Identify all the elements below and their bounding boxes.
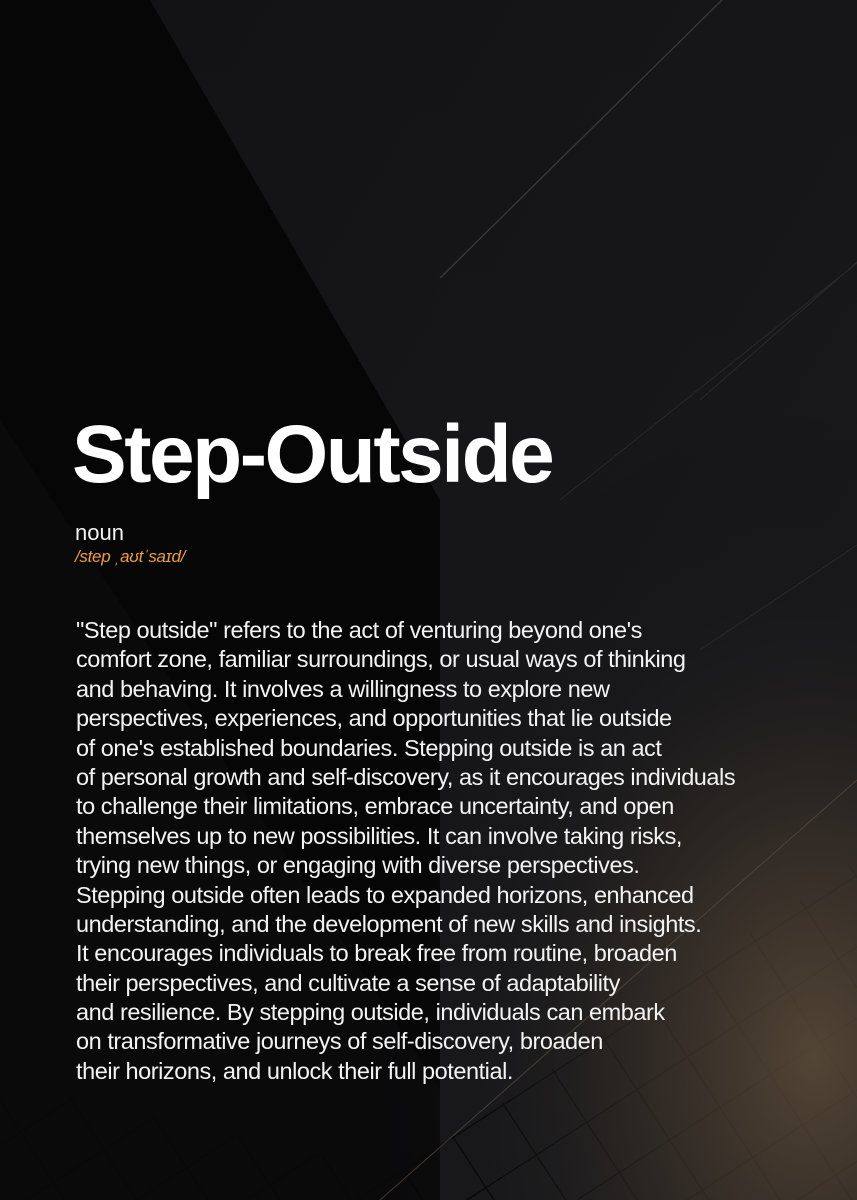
definition-line: understanding, and the development of new skills and insights. [76,910,702,937]
definition-line: Stepping outside often leads to expanded horizons, enhanced [76,881,694,908]
definition-line: and behaving. It involves a willingness to explore new [76,675,610,702]
definition-line: to challenge their limitations, embrace uncertainty, and open [76,793,674,820]
definition-line: on transformative journeys of self-discovery, broaden [76,1028,603,1055]
definition-line: It encourages individuals to break free from routine, broaden [76,940,677,967]
definition-line: themselves up to new possibilities. It can involve taking risks, [76,822,682,849]
definition-line: comfort zone, familiar surroundings, or usual ways of thinking [76,646,686,673]
definition-line: and resilience. By stepping outside, individuals can embark [76,999,665,1026]
definition-line: their horizons, and unlock their full potential. [76,1057,513,1084]
definition-line: trying new things, or engaging with diverse perspectives. [76,852,640,879]
definition-line: of personal growth and self-discovery, as it encourages individuals [76,763,736,790]
definition-text [76,616,836,1086]
definition-line: of one's established boundaries. Stepping outside is an act [76,734,662,761]
part-of-speech: noun [75,520,124,545]
definition-line: "Step outside" refers to the act of venturing beyond one's [76,617,642,643]
definition-line: their perspectives, and cultivate a sense of adaptability [76,969,620,996]
entry-word-title: Step-Outside [72,409,553,500]
definition-line: perspectives, experiences, and opportunities that lie outside [76,705,672,732]
pronunciation: /step ˌaʊtˈsaɪd/ [75,547,186,566]
